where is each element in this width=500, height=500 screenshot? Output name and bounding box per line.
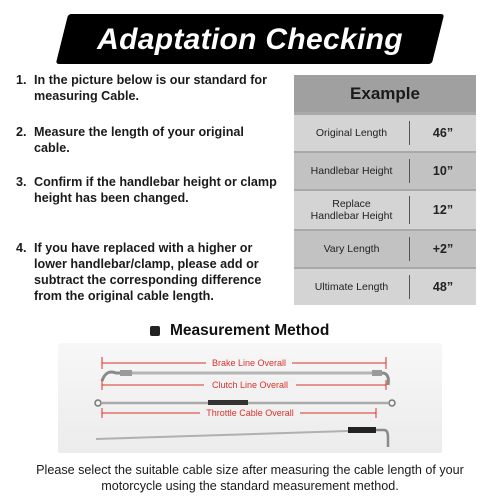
step-3-number: 3. [16,175,27,189]
example-header: Example [294,75,476,112]
step-2-number: 2. [16,125,27,139]
step-1 [16,72,278,104]
example-row-label: Original Length [294,121,410,145]
measurement-method-title: Measurement Method [170,322,330,339]
cable-measurement-diagram [58,343,442,453]
throttle-elbow-icon [376,430,388,447]
footer-note: Please select the suitable cable size after measuring the cable length of your motorcycle using the standard measurement method. [36,463,464,493]
page-title: Adaptation Checking [97,23,403,56]
clutch-end-left-icon [95,400,101,406]
throttle-cable-label: Throttle Cable Overall [206,408,294,418]
example-row-value: +2” [432,242,454,256]
throttle-cable-dimension [102,405,376,419]
clutch-line-label: Clutch Line Overall [211,380,289,390]
clutch-line-dimension [102,377,386,391]
example-row-label: Handlebar Height [294,159,410,183]
clutch-end-right-icon [389,400,395,406]
step-1-number: 1. [16,73,27,87]
step-4 [16,240,278,304]
step-4-number: 4. [16,241,27,255]
throttle-cable-line [96,431,348,439]
example-row-value: 48” [432,280,454,294]
throttle-sleeve [348,427,376,433]
example-row-value: 46” [432,126,454,140]
example-row-handlebar-height [294,153,476,189]
step-4-text: If you have replaced with a higher or lower handlebar/clamp, please add or subtract the corresponding difference from the original cable length. [34,241,262,303]
measurement-method-heading [150,320,370,342]
example-row-original-length [294,115,476,151]
example-row-replace-handlebar-height [294,191,476,229]
example-row-label: Replace Handlebar Height [294,196,410,224]
step-3 [16,174,278,206]
brake-banjo-right-icon [382,373,388,385]
brake-fitting-left [120,370,132,376]
example-row-value: 12” [432,203,454,217]
brake-fitting-right [372,370,382,376]
brake-line-label: Brake Line Overall [211,358,287,368]
brake-line-dimension [102,355,386,369]
step-1-text: In the picture below is our standard for measuring Cable. [34,73,268,103]
brake-banjo-left-icon [102,372,122,381]
example-row-label: Ultimate Length [294,275,410,299]
step-3-text: Confirm if the handlebar height or clamp height has been changed. [34,175,277,205]
title-banner [0,0,500,68]
example-table [294,75,476,305]
example-row-label: Vary Length [294,237,410,261]
cable-diagram-svg [58,343,442,453]
throttle-cable [96,427,388,447]
bullet-icon [150,326,160,336]
step-2-text: Measure the length of your original cable. [34,125,244,155]
step-2 [16,124,278,156]
example-row-vary-length [294,231,476,267]
example-row-value: 10” [432,164,454,178]
example-row-ultimate-length [294,269,476,305]
